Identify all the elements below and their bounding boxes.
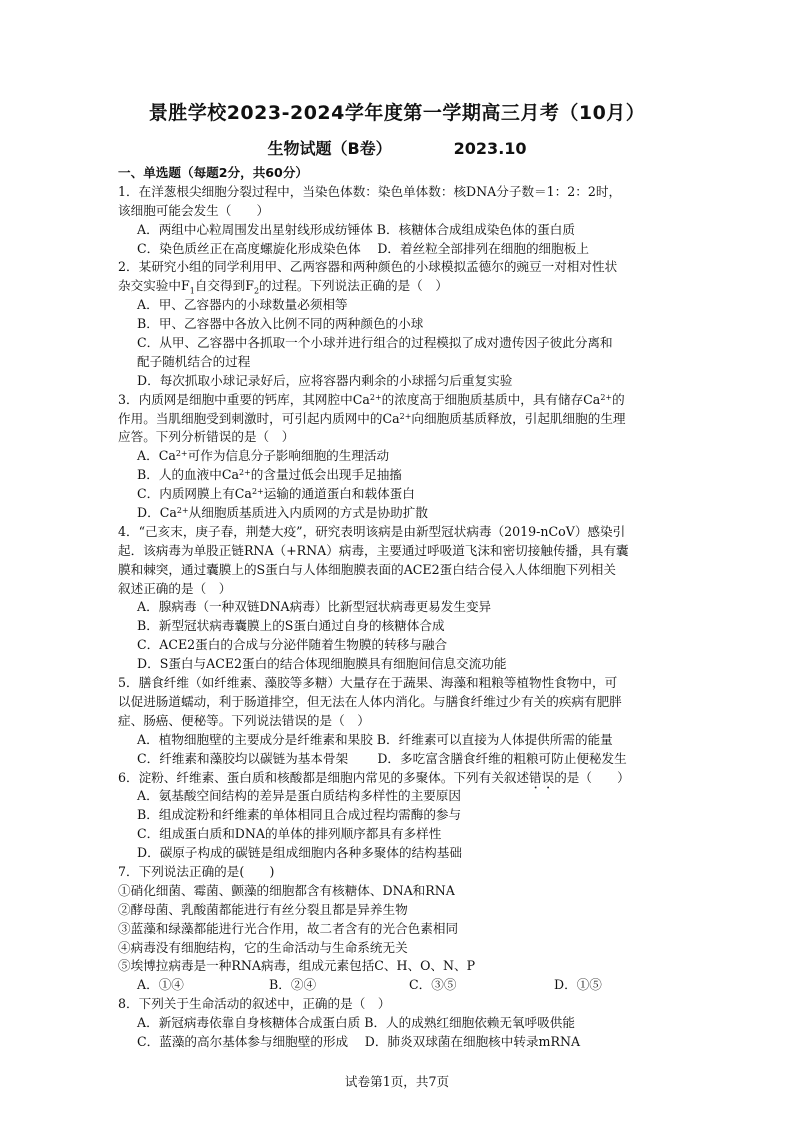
q8-stem: 8．下列关于生命活动的叙述中，正确的是（ ） bbox=[118, 996, 391, 1012]
q6-option-c: C．组成蛋白质和DNA的单体的排列顺序都具有多样性 bbox=[137, 826, 442, 842]
q2-option-c-line2: 配子随机结合的过程 bbox=[137, 353, 251, 369]
q4-stem-line4: 叙述正确的是（ ） bbox=[118, 580, 232, 596]
exam-subtitle-row bbox=[0, 136, 794, 159]
q1-options-cd: C．染色质丝正在高度螺旋化形成染色体 D．着丝粒全部排列在细胞的细胞板上 bbox=[137, 240, 589, 256]
q7-option-b: B．②④ bbox=[269, 977, 317, 993]
q5-options-cd: C．纤维素和藻胶均以碳链为基本骨架 D．多吃富含膳食纤维的粗粮可防止便秘发生 bbox=[137, 750, 627, 766]
q7-option-c: C．③⑤ bbox=[409, 977, 457, 993]
q4-option-d: D．S蛋白与ACE2蛋白的结合体现细胞膜具有细胞间信息交流功能 bbox=[137, 656, 507, 672]
q7-option-d: D．①⑤ bbox=[554, 977, 602, 993]
q7-item-5: ⑤埃博拉病毒是一种RNA病毒，组成元素包括C、H、O、N、P bbox=[118, 958, 476, 974]
q1-stem-line2: 该细胞可能会发生（ ） bbox=[118, 202, 270, 218]
q6-option-d: D．碳原子构成的碳链是组成细胞内各种多聚体的结构基础 bbox=[137, 845, 462, 861]
q3-option-d: D．$Ca^{2+}$从细胞质基质进入内质网的方式是协助扩散 bbox=[137, 505, 428, 521]
q5-options-ab: A．植物细胞壁的主要成分是纤维素和果胶 B．纤维素可以直接为人体提供所需的能量 bbox=[137, 731, 613, 747]
exam-date: 2023.10 bbox=[453, 139, 527, 158]
q7-item-4: ④病毒没有细胞结构，它的生命活动与生命系统无关 bbox=[118, 939, 408, 955]
q2-option-d: D．每次抓取小球记录好后，应将容器内剩余的小球摇匀后重复实验 bbox=[137, 372, 513, 388]
q3-option-b: B．人的血液中$Ca^{2+}$的含量过低会出现手足抽搐 bbox=[137, 467, 402, 483]
q7-stem: 7．下列说法正确的是( ) bbox=[118, 863, 275, 879]
q3-option-a: A．$Ca^{2+}$可作为信息分子影响细胞的生理活动 bbox=[137, 448, 390, 464]
q6-option-a: A．氨基酸空间结构的差异是蛋白质结构多样性的主要原因 bbox=[137, 788, 461, 804]
q5-stem-line3: 症、肠癌、便秘等。下列说法错误的是（ ） bbox=[118, 712, 370, 728]
q6-stem: 6．淀粉、纤维素、蛋白质和核酸都是细胞内常见的多聚体。下列有关叙述错误的是（ ） bbox=[118, 769, 630, 785]
q2-option-b: B．甲、乙容器中各放入比例不同的两种颜色的小球 bbox=[137, 316, 424, 332]
emphasis-text: 错误 bbox=[529, 769, 555, 785]
q3-stem-line1: 3．内质网是细胞中重要的钙库，其网腔中$Ca^{2+}$的浓度高于细胞质基质中，具有储存$Ca^{2+}$的 bbox=[118, 391, 625, 407]
q4-stem-line3: 膜和棘突，通过囊膜上的S蛋白与人体细胞膜表面的ACE2蛋白结合侵入人体细胞下列相关 bbox=[118, 561, 616, 577]
question-body bbox=[118, 164, 684, 1052]
q2-option-a: A．甲、乙容器内的小球数量必须相等 bbox=[137, 297, 348, 313]
q1-options-ab: A．两组中心粒周围发出星射线形成纺锤体 B．核糖体合成组成染色体的蛋白质 bbox=[137, 221, 575, 237]
page-footer: 试卷第1页，共7页 bbox=[344, 1074, 450, 1089]
q3-stem-line2: 作用。当肌细胞受到刺激时，可引起内质网中的$Ca^{2+}$向细胞质基质释放，引起肌细胞的生理 bbox=[118, 410, 626, 426]
q2-stem-line2: 杂交实验中$F_1$自交得到$F_2$的过程。下列说法正确的是（ ） bbox=[118, 278, 448, 296]
q7-item-2: ②酵母菌、乳酸菌都能进行有丝分裂且都是异养生物 bbox=[118, 901, 408, 917]
q2-option-c-line1: C．从甲、乙容器中各抓取一个小球并进行组合的过程模拟了成对遗传因子彼此分离和 bbox=[137, 335, 613, 351]
q5-stem-line2: 以促进肠道蠕动，利于肠道排空，但无法在人体内消化。与膳食纤维过少有关的疾病有肥胖 bbox=[118, 693, 622, 709]
q2-stem-line1: 2．某研究小组的同学利用甲、乙两容器和两种颜色的小球模拟孟德尔的豌豆一对相对性状 bbox=[118, 259, 618, 275]
q4-stem-line2: 起．该病毒为单股正链RNA（+RNA）病毒，主要通过呼吸道飞沫和密切接触传播，具有囊 bbox=[118, 542, 629, 558]
section-heading: 一、单选题（每题2分，共60分） bbox=[118, 165, 309, 180]
q4-option-b: B．新型冠状病毒囊膜上的S蛋白通过自身的核糖体合成 bbox=[137, 618, 445, 634]
q8-options-cd: C．蓝藻的高尔基体参与细胞壁的形成 D．肺炎双球菌在细胞核中转录mRNA bbox=[137, 1033, 581, 1049]
q3-option-c: C．内质网膜上有$Ca^{2+}$运输的通道蛋白和载体蛋白 bbox=[137, 486, 415, 502]
exam-title: 景胜学校2023-2024学年度第一学期高三月考（10月） bbox=[148, 102, 646, 124]
q7-item-1: ①硝化细菌、霉菌、颤藻的细胞都含有核糖体、DNA和RNA bbox=[118, 882, 455, 898]
q4-stem-line1: 4．“己亥末，庚子春，荆楚大疫”，研究表明该病是由新型冠状病毒（2019-nCoV）感染引 bbox=[118, 523, 626, 539]
q5-stem-line1: 5．膳食纤维（如纤维素、藻胶等多糖）大量存在于蔬果、海藻和粗粮等植物性食物中，可 bbox=[118, 675, 618, 691]
q3-stem-line3: 应答。下列分析错误的是（ ） bbox=[118, 429, 295, 445]
q4-option-c: C．ACE2蛋白的合成与分泌伴随着生物膜的转移与融合 bbox=[137, 637, 448, 653]
q7-item-3: ③蓝藻和绿藻都能进行光合作用，故二者含有的光合色素相同 bbox=[118, 920, 459, 936]
q6-option-b: B．组成淀粉和纤维素的单体相同且合成过程均需酶的参与 bbox=[137, 807, 462, 823]
q8-options-ab: A．新冠病毒依靠自身核糖体合成蛋白质 B．人的成熟红细胞依赖无氧呼吸供能 bbox=[137, 1015, 575, 1031]
q7-options bbox=[118, 976, 684, 995]
q4-option-a: A．腺病毒（一种双链DNA病毒）比新型冠状病毒更易发生变异 bbox=[137, 599, 492, 615]
q7-option-a: A．①④ bbox=[137, 977, 184, 993]
q1-stem-line1: 1．在洋葱根尖细胞分裂过程中，当染色体数：染色单体数：核DNA分子数＝1：2：2时， bbox=[118, 183, 622, 199]
paper-subtitle: 生物试题（B卷） bbox=[267, 139, 392, 158]
